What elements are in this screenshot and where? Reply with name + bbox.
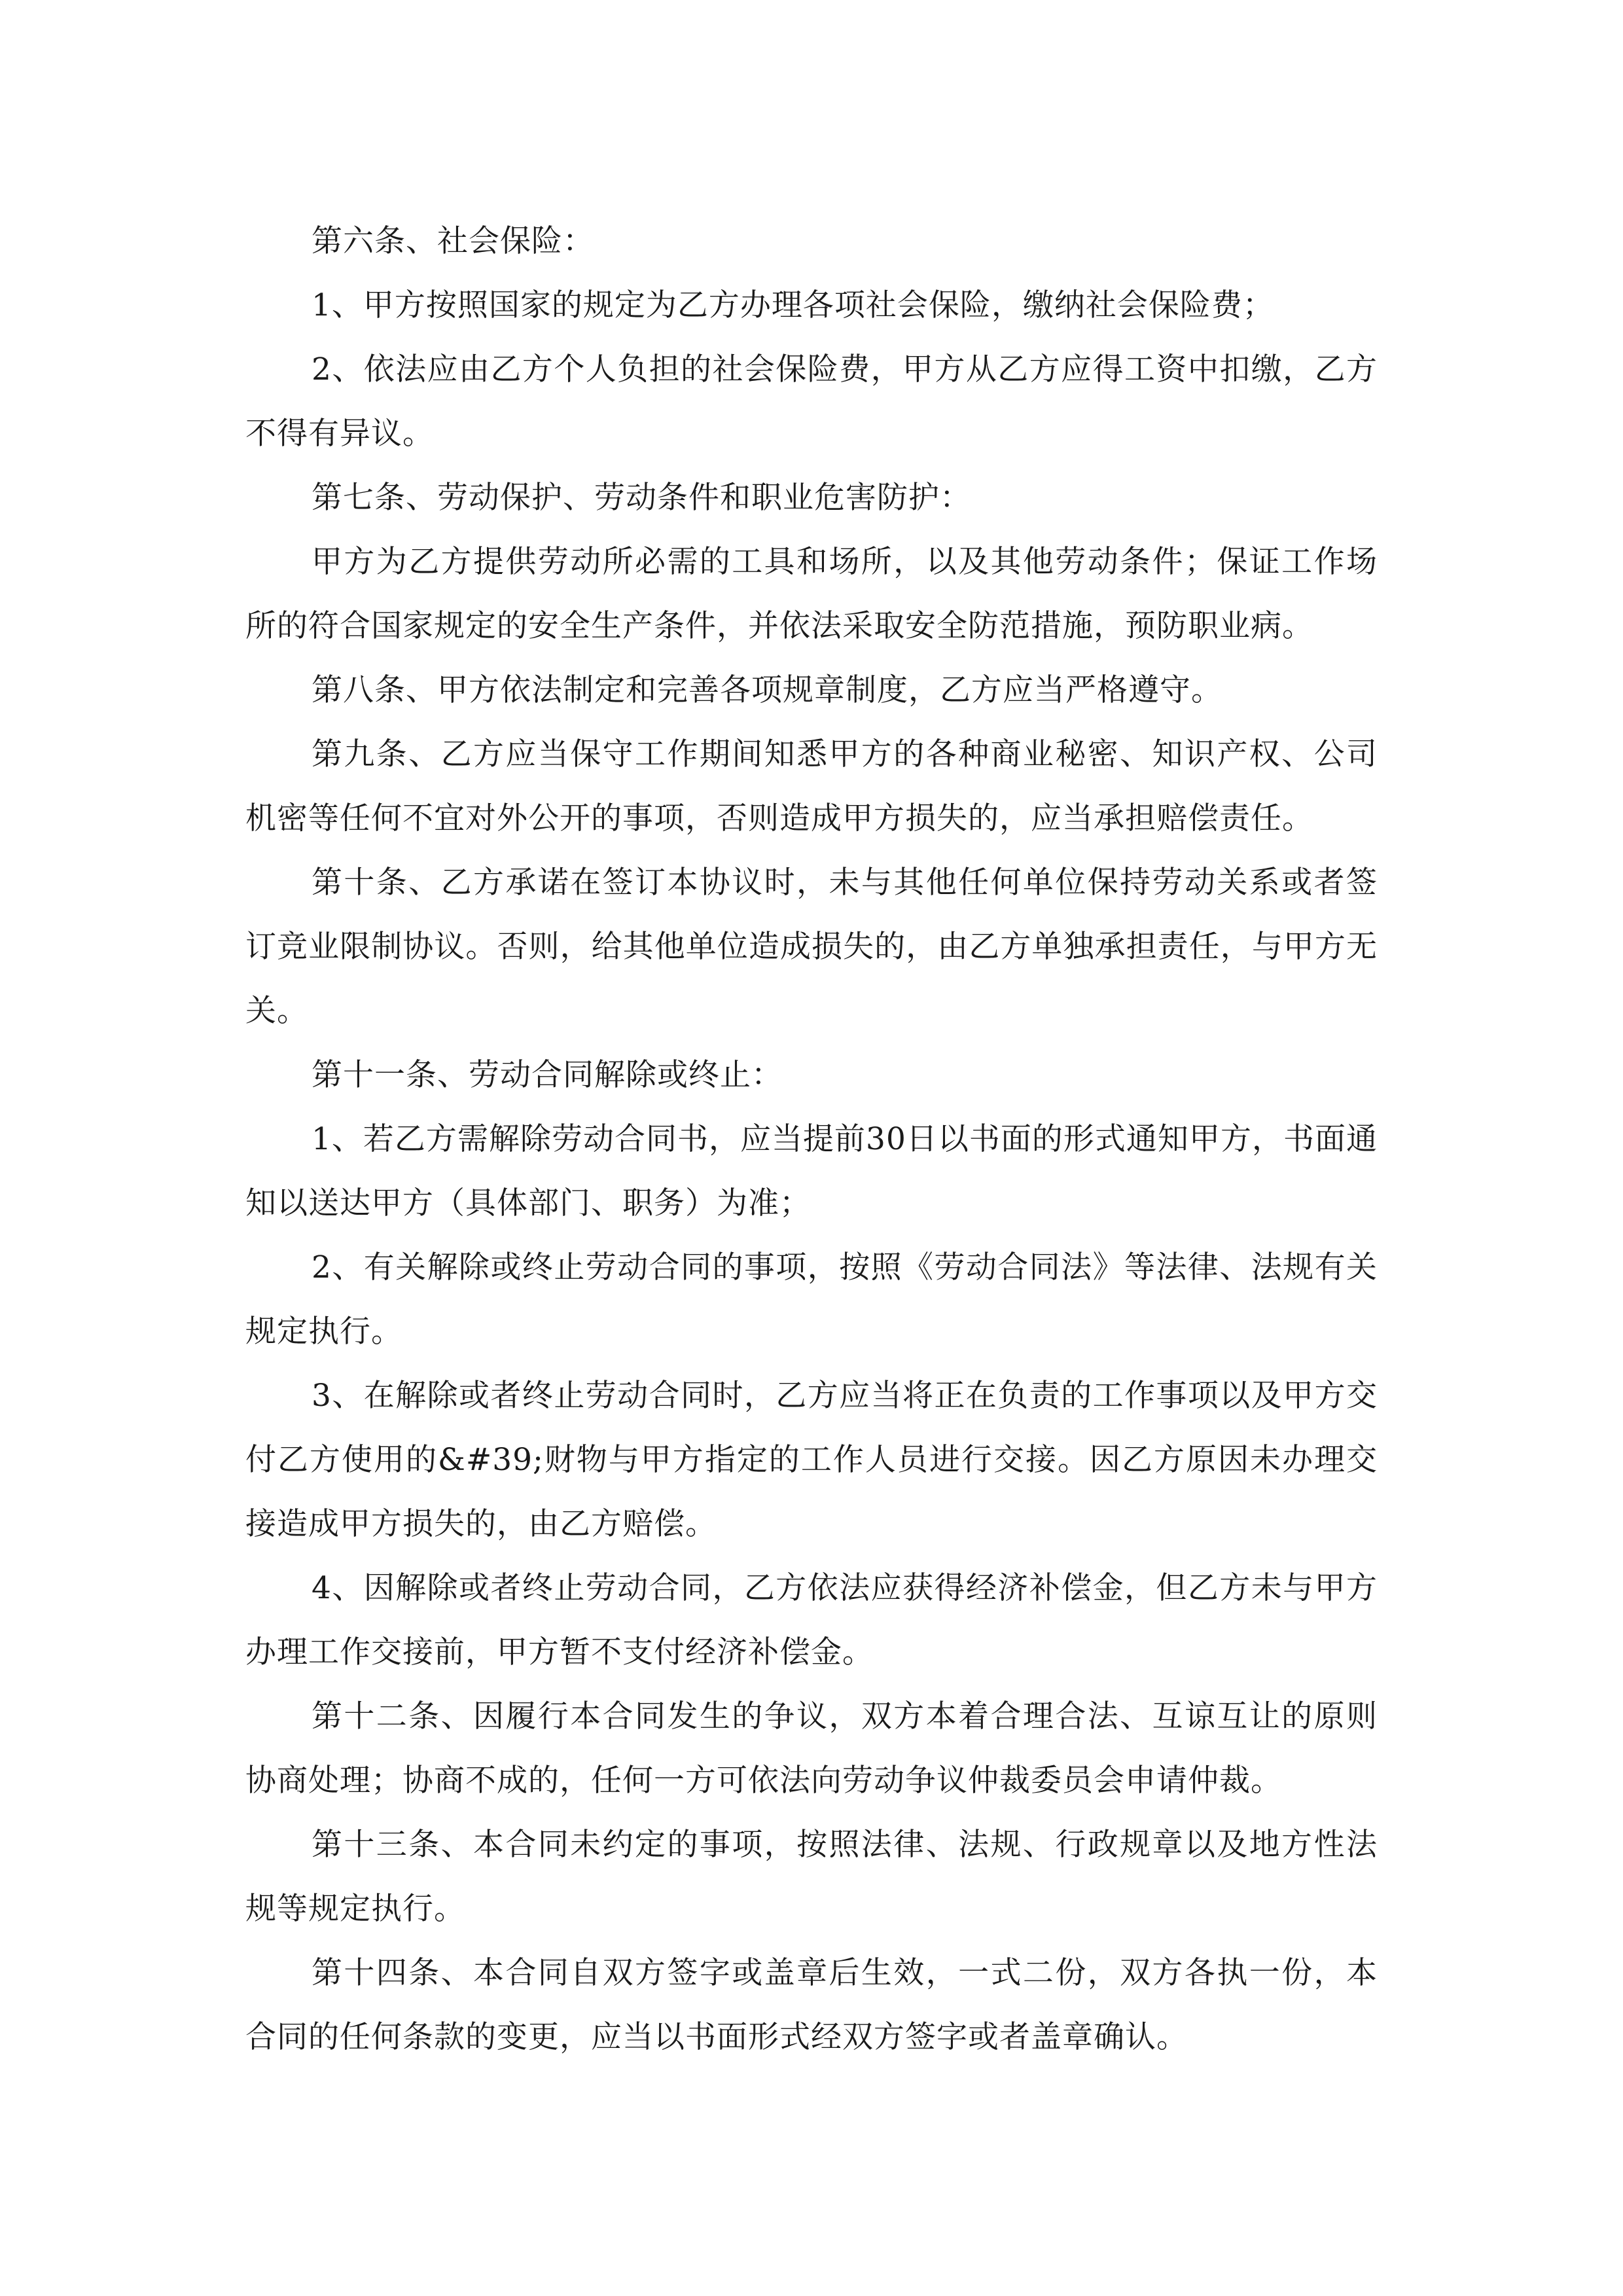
clause-8: 第八条、甲方依法制定和完善各项规章制度，乙方应当严格遵守。 [312, 672, 1222, 708]
clause-7-body: 甲方为乙方提供劳动所必需的工具和场所，以及其他劳动条件；保证工作场所的符合国家规定的安全生产条件，并依法采取安全防范措施，预防职业病。 [245, 544, 1378, 644]
clause-10: 第十条、乙方承诺在签订本协议时，未与其他任何单位保持劳动关系或者签订竞业限制协议。否则，给其他单位造成损失的，由乙方单独承担责任，与甲方无关。 [245, 865, 1378, 1029]
clause-6-item-2: 2、依法应由乙方个人负担的社会保险费，甲方从乙方应得工资中扣缴，乙方不得有异议。 [245, 351, 1378, 452]
clause-11-item-1: 1、若乙方需解除劳动合同书，应当提前30日以书面的形式通知甲方，书面通知以送达甲方（具体部门、职务）为准； [245, 1121, 1378, 1221]
clause-6-item-1: 1、甲方按照国家的规定为乙方办理各项社会保险，缴纳社会保险费； [312, 287, 1274, 323]
clause-9: 第九条、乙方应当保守工作期间知悉甲方的各种商业秘密、知识产权、公司机密等任何不宜对外公开的事项，否则造成甲方损失的，应当承担赔偿责任。 [245, 736, 1378, 836]
clause-6-heading: 第六条、社会保险： [312, 223, 594, 259]
clause-14: 第十四条、本合同自双方签字或盖章后生效，一式二份，双方各执一份，本合同的任何条款的变更，应当以书面形式经双方签字或者盖章确认。 [245, 1955, 1378, 2055]
clause-13: 第十三条、本合同未约定的事项，按照法律、法规、行政规章以及地方性法规等规定执行。 [245, 1827, 1378, 1927]
document-body [245, 209, 1378, 2070]
clause-11-item-4: 4、因解除或者终止劳动合同，乙方依法应获得经济补偿金，但乙方未与甲方办理工作交接前，甲方暂不支付经济补偿金。 [245, 1570, 1378, 1670]
clause-11-item-2: 2、有关解除或终止劳动合同的事项，按照《劳动合同法》等法律、法规有关规定执行。 [245, 1249, 1378, 1350]
clause-11-item-3: 3、在解除或者终止劳动合同时，乙方应当将正在负责的工作事项以及甲方交付乙方使用的&#39;财物与甲方指定的工作人员进行交接。因乙方原因未办理交接造成甲方损失的，由乙方赔偿。 [245, 1378, 1378, 1542]
clause-12: 第十二条、因履行本合同发生的争议，双方本着合理合法、互谅互让的原则协商处理；协商不成的，任何一方可依法向劳动争议仲裁委员会申请仲裁。 [245, 1698, 1378, 1799]
clause-7-heading: 第七条、劳动保护、劳动条件和职业危害防护： [312, 480, 971, 516]
clause-11-heading: 第十一条、劳动合同解除或终止： [312, 1057, 783, 1093]
